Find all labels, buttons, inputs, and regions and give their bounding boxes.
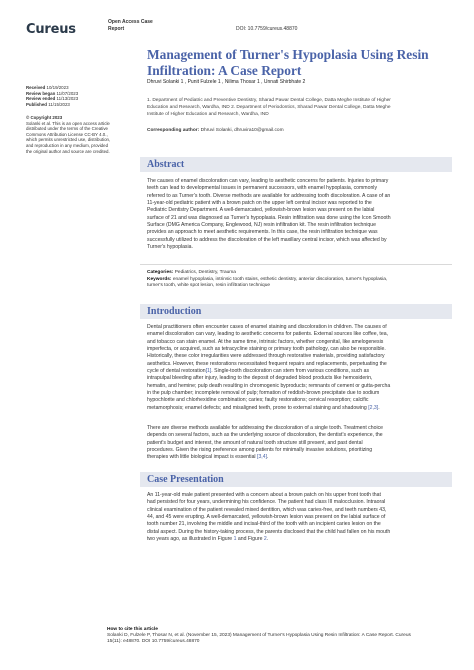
published-date: Published 11/15/2023	[26, 101, 70, 107]
received-date: Received 10/19/2023	[26, 85, 69, 90]
copyright-line: Solanki et al. This is an open access article	[26, 120, 110, 126]
citation-line: 15(11): e48870. DOI 10.7759/cureus.48870	[107, 639, 200, 645]
corresponding-label: Corresponding author:	[147, 128, 200, 133]
doi-link[interactable]: DOI: 10.7759/cureus.48870	[236, 26, 298, 32]
abstract-text	[147, 178, 452, 251]
access-type	[108, 19, 208, 32]
copyright-line: Commons Attribution License CC-BY 4.0.,	[26, 131, 108, 137]
reference-link[interactable]: [3,4]	[257, 454, 268, 461]
abstract-line: The causes of enamel discoloration can vary, leading to aesthetic concerns for patients. Injuries to primary	[147, 178, 389, 184]
corresponding-author	[147, 128, 457, 133]
citation-line: Solanki D, Fulzele P, Thosar N, et al. (November 15, 2023) Management of Turner's Hypoplasia Using Resin Infiltration: A Case Report. Cureus	[107, 633, 411, 639]
categories-row: Categories: Pediatrics, Dentistry, Trauma	[147, 270, 236, 275]
abstract-line: successfully utilized to address the discoloration of the left maxillary central incisor, which was affected by	[147, 236, 387, 243]
keywords-row-cont: turner's tooth, white spot lesion, resin infiltration technique	[147, 283, 271, 289]
abstract-line: Turner's hypoplasia.	[147, 244, 193, 251]
keywords-row: Keywords: enamel hypoplasia, intrinsic tooth stains, esthetic dentistry, anterior discoloration, turner's hypoplasia,	[147, 276, 388, 282]
sidebar-dates	[26, 85, 128, 107]
divider	[140, 264, 452, 265]
reference-link[interactable]: [1]	[205, 368, 212, 375]
author-list[interactable]: Dhruvi Solanki 1 , Punit Fulzele 1 , Nilima Thosar 1 , Unnati Shirbhate 2	[147, 79, 306, 85]
sidebar-copyright	[26, 115, 128, 154]
keywords-block	[147, 270, 452, 290]
access-line-2: Report	[108, 25, 125, 32]
affiliations	[147, 97, 457, 118]
affiliation-line: Institute of Higher Education and Research, Wardha, IND	[147, 112, 269, 117]
copyright-line: the original author and source are credited.	[26, 148, 110, 154]
affiliation-line: 1. Department of Pediatric and Preventive Dentistry, Sharad Pawar Dental College, Datta Meghe Institute of Higher	[147, 98, 391, 103]
figure-link[interactable]: 2	[263, 536, 267, 543]
review-began-date: Review began 11/07/2023	[26, 90, 79, 96]
abstract-line: provides an approach to meet aesthetic requirements. In this case, the resin infiltration technique was	[147, 229, 378, 236]
reference-link[interactable]: [2,3]	[368, 404, 379, 411]
copyright-line: and reproduction in any medium, provided	[26, 142, 109, 148]
abstract-line: teeth can lead to developmental issues in permanent successors, with enamel hypoplasia, commonly	[147, 185, 378, 192]
review-ended-date: Review ended 11/13/2023	[26, 96, 79, 102]
citation-footer	[107, 627, 457, 646]
figure-link[interactable]: 1	[233, 536, 237, 543]
case-presentation-heading: Case Presentation	[140, 472, 452, 487]
introduction-para-1: Dental practitioners often encounter cases of enamel staining and discoloration in children. The causes of enamel discoloration can vary, leading to aesthetic concerns for patients. External sources like coffee, tea, and tobacco can stain enamel. At the same time, intrinsic factors, whether congenital, like amelogenesis imperfecta, or acquired, such as tetracycline staining or primary tooth pathology, can also be responsible. Historically, these color irregularities were addressed through restorative materials, providing satisfactory aesthetics. However, these restorations necessitated frequent repairs and replacements, perpetuating the cycle of dental restoration[1]. Single-tooth discoloration can stem from various conditions, such as intrapulpal bleeding after injury, leading to the deposit of degraded blood products like hemosiderin, hematin, and hemine; pulp death resulting in chromogenic byproducts; remnants of cement or gutta-percha in the pulp chamber; incomplete removal of pulp; formation of reddish-brown precipitate due to sodium hypochlorite and chlorhexidine combination; caries; faulty restorations; cervical resorption; calcific metamorphosis; enamel defects; and misaligned teeth, prone to external staining and shadowing [2,3].	[147, 324, 391, 411]
copyright-line: distributed under the terms of the Creative	[26, 126, 109, 132]
article-title	[147, 47, 447, 78]
copyright-line: which permits unrestricted use, distribution,	[26, 137, 111, 143]
abstract-line: referred to as Turner's tooth. Diverse methods are available for addressing tooth discoloration. A case of an	[147, 192, 391, 199]
affiliation-line: Education and Research, Wardha, IND 2. Department of Periodontics, Sharad Pawar Dental College, Datta Meghe	[147, 105, 391, 110]
citation-label: How to cite this article	[107, 627, 158, 632]
abstract-line: Surface (DMG America Company, Englewood, NJ) resin infiltration kit. The resin infiltration technique	[147, 222, 376, 229]
abstract-line: 11-year-old pediatric patient with a brown patch on the upper left central incisor was reported to the	[147, 200, 372, 207]
title-line-2: Infiltration: A Case Report	[147, 62, 302, 78]
title-line-1: Management of Turner's Hypoplasia Using Resin	[147, 47, 429, 62]
case-presentation-text: An 11-year-old male patient presented with a concern about a brown patch on his upper front tooth that had persisted for four years, undermining his confidence. The patient had class III malocclusion. Intraoral clinical examination of the patient revealed mixed dentition, which was caries-free, and teeth numbers 43, 44, and 45 were erupting. A well-demarcated, yellowish-brown lesion was present on the labial surface of tooth number 21, involving the middle and incisal-third of the tooth with an incipient caries lesion on the distal aspect. During the history-taking process, the parents disclosed that the child had fallen on his mouth two years ago, as illustrated in Figure 1 and Figure 2.	[147, 492, 391, 543]
copyright-title: © Copyright 2023	[26, 115, 63, 120]
introduction-para-2: There are diverse methods available for addressing the discoloration of a single tooth. Treatment choice depends on several factors, such as the underlying source of discoloration, the dentist's experience, the patient's budget and interest, the amount of natural tooth structure still present, and past dental procedures. Given the rising preference among patients for minimally invasive solutions, prioritizing therapies with little biological impact is essential [3,4].	[147, 425, 384, 461]
abstract-line: Pediatric Dentistry Department. A well-demarcated, yellowish-brown lesion was present on the labial	[147, 207, 375, 214]
abstract-heading: Abstract	[140, 157, 452, 172]
abstract-line: surface of 21 and was diagnosed as Turner's hypoplasia. Resin infiltration was done using the Icon Smooth	[147, 214, 391, 221]
corresponding-value[interactable]: Dhruvi Solanki, dhruvira10@gmail.com	[200, 128, 284, 133]
introduction-heading: Introduction	[140, 304, 452, 319]
journal-logo: Cureus	[26, 22, 76, 37]
access-line-1: Open Access Case	[108, 19, 153, 25]
